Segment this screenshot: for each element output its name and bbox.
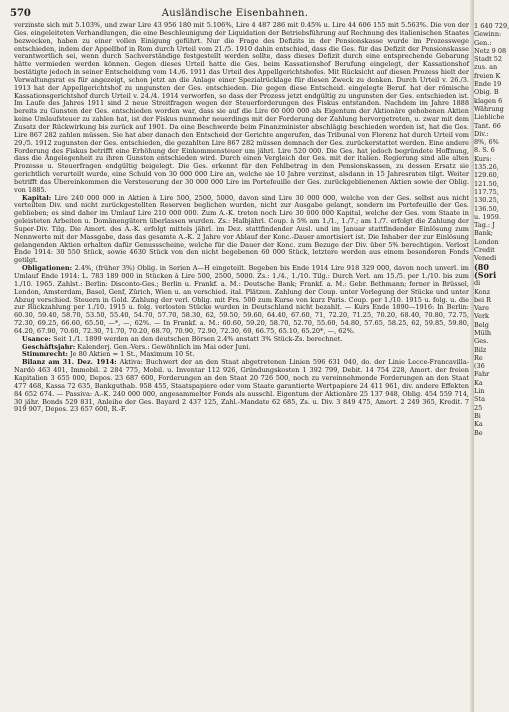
adjacent-page-fragment: Vare	[474, 304, 489, 313]
adjacent-page-fragment: klagen 6	[474, 96, 503, 105]
adjacent-page-fragment: 117.75,	[474, 187, 499, 196]
page-header	[10, 6, 470, 20]
adjacent-page-fragment: Stadt 52	[474, 55, 503, 64]
adjacent-page-fragment: 121.50,	[474, 179, 499, 188]
paragraph-text: verzinste sich mit 5.103%, und zwar Lire 43 956 180 mit 5.106%, Lire 4 487 286 mit 0.45% u. Lire 44 606 155 mit 5.563%. Die von der Ges. eingeleiteten Verhandlungen, die eine Beschleunigung der Liquidation der Betriebsführung auf Rechnung des italienischen Staates bezwecken, haben zu einer vollen Einigung geführt. Nur die Frage des Defizits in der Pensionskasse wurde im Prozesswege entschieden, indem der Appellhof in Rom durch Urteil vom 21./5. 1910 dahin entschied, dass die Ges. für das Defizit der Pensionskasse verantwortlich sei, wenn durch Sachverständige festgestellt werden sollte, dass dieses Defizit durch eine entsprechende Gebarung hätte vermieden werden können. Gegen dieses Urteil hatte die Ges. beim Kassationshof Berufung eingelegt, der Kassationshof bestätigte jedoch in seiner Entscheidung vom 14./6. 1911 das Urteil des Appellgerichtshofes. Mit Rücksicht auf diesen Prozess hielt der Verwaltungsrat es für angezeigt, schon jetzt an die Anlage einer Spezialrücklage für diesen Zweck zu denken. Durch Urteil v. 26./3. 1913 hat der Appellgerichtshof zu ungunsten der Ges. entschieden. Die gegen diese Entscheid. eingelegte Beruf. hat der römische Kassationsgerichtshof durch Urteil v. 24./4. 1914 verworfen, so dass der Prozess jetzt endgültig zu ungunsten der Ges. entschieden ist. Im Laufe des Jahres 1911 sind 2 neue Streitfragen wegen der Steuerforderungen des Fiskus entstanden. Nachdem im Jahre 1888 bereits zu Gunsten der Ges. entschieden worden war, dass sie auf die Lire 60 000 000 als Eigentum der Aktionäre gehobenen Aktien keine Umlaufsteuer zu zahlen hat, ist der Fiskus nunmehr neuerdings mit der Forderung der Zahlung hervorgetreten, u. zwar mit dem Zusatz der Rückwirkung bis zurück auf 1901. Da eine Beschwerde beim Finanzminister abschlägig beschieden worden ist, hat die Ges. Lire 867 282 zahlen müssen. Sie hat aber danach den Entscheid der Gerichte angerufen, das Tribunal von Florenz hat durch Urteil vom 29./5. 1912 zugunsten der Ges. entschieden, die gezahlten Lire 867 282 müssen demnach der Ges. zurückerstattet werden. Eine andere Forderung des Fiskus betrifft eine Erhöhung der Einkommensteuer um jährl. Lire 520 000. Die Ges. hat jedoch begründete Hoffnung, dass die Angelegenheit zu ihren Gunsten entschieden wird. Durch einen Vergleich der Ges. mit der italien. Regierung sind alle alten Prozesse u. Steuerfragen endgültig beigelegt. Die Ges. erkennt für den Fehlbetrag in den Pensionskassen, zu dessen Ersatz sie gerichtlich verurteilt wurde, eine Schuld von 30 000 000 Lire an, welche sie 10 Jahre verzinst, alsdann in 15 Jahresraten tilgt. Weiter betrifft das Übereinkommen die Versteuerung der 30 000 000 Lire im Portefeuille der Ges. zurückgeblienenen Aktien sowie der Oblig. von 1885.	[14, 21, 469, 194]
section-heading-obligationen: Obligationen:	[22, 264, 73, 273]
adjacent-page-fragment: Gen.:	[474, 38, 492, 47]
paragraph-text: Kalenderj. Gen.-Vers.: Gewöhnlich im Mai oder Juni.	[77, 342, 251, 351]
adjacent-page-fragment: Liebliche	[474, 113, 505, 122]
adjacent-page-fragment: Kurs:	[474, 154, 492, 163]
adjacent-page-fragment: Credit	[474, 246, 495, 255]
adjacent-page-fragment: Netz 9 08	[474, 46, 507, 55]
paragraph-obligationen	[14, 265, 469, 336]
adjacent-page-fragment: (Sori	[474, 269, 497, 280]
adjacent-page-fragment: 8%, 6%	[474, 138, 499, 147]
adjacent-page-fragment: Bilz	[474, 345, 487, 354]
adjacent-page-fragment: Obig. B	[474, 88, 499, 97]
paragraph-text: Seit 1./1. 1899 werden an den deutschen Börsen 2.4% anstatt 3% Stück-Zs. berechnet.	[53, 334, 343, 343]
adjacent-page-fragment: bei R	[474, 295, 492, 304]
adjacent-page-fragment: Konz	[474, 287, 491, 296]
adjacent-page-fragment: Tant. 66	[474, 121, 501, 130]
section-heading-stimmrecht: Stimmrecht:	[22, 350, 68, 359]
adjacent-page-edge	[474, 22, 509, 712]
adjacent-page-fragment: zus. an	[474, 63, 498, 72]
adjacent-page-fragment: London	[474, 237, 499, 246]
adjacent-page-fragment: Venedi	[474, 254, 497, 263]
adjacent-page-fragment: Ende 19	[474, 80, 502, 89]
adjacent-page-fragment: Div.:	[474, 129, 489, 138]
adjacent-page-fragment: 129.60,	[474, 171, 499, 180]
adjacent-page-fragment: Sta	[474, 395, 485, 404]
paragraph-kapital	[14, 195, 469, 266]
section-heading-kapital: Kapital:	[22, 193, 52, 202]
adjacent-page-fragment: 1 640 729,	[474, 22, 509, 30]
adjacent-page-fragment: Lin	[474, 387, 485, 396]
adjacent-page-fragment: Bank;	[474, 229, 493, 238]
adjacent-page-fragment: Ges.	[474, 337, 489, 346]
paragraph-text: Lire 240 000 000 in Aktien à Lire 500, 2500, 5000, davon sind Lire 30 000 000, welche von der Ges. selbst aus nicht verteilten Div. und nicht zurückgestellten Reserven beglichen wurden, nicht zur Ausgabe gelangt, sondern im Portefeuille der Ges. geblieben; es sind daher im Umlauf Lire 210 000 000. Zum A.-K. treten noch Lire 30 000 000 Kapital, welche der Ges. vom Staate in geleisteten Arbeiten u. Domänengütern überlassen wurden. Zs.: Halbjährl. Coup. à 5% am 1./1., 1./7.; am 1./7. erfolgt die Zahlung der Super-Div. Tilg. Die Amort. des A.-K. erfolgt mittels jährl. im Dez. stattfindender Ausl. und im Januar stattfindender Einlösung zum Nennwerte mit der Massgabe, dass das gesamte A.-K. 2 Jahre vor Ablauf der Konc.-Dauer amortisiert ist. Die Inhaber der zur Einlösung gelangenden Aktien erhalten dafür Genussscheine, welche für die Dauer der Konc. zum Bezuge der Div. über 5% berechtigen. Verlost Ende 1914: 30 550 Stück, sowie 4630 Stück von den nicht begebenen 60 000 Stück, letztere werden aus einem besonderen Fonds getilgt.	[14, 193, 469, 265]
adjacent-page-fragment: Be	[474, 428, 483, 437]
adjacent-page-fragment: Bi	[474, 411, 481, 420]
paragraph-text: Je 80 Aktien = 1 St., Maximum 10 St.	[70, 350, 195, 359]
adjacent-page-fragment: Tag.: J	[474, 221, 495, 230]
adjacent-page-fragment: Belg	[474, 320, 489, 329]
paragraph-text: Aktiva: Buchwert der an den Staat abgetretenen Linien 596 631 040, do. der Linie Lecce-Francavilla-Nardò 463 401, Immobil. 2 284 775, Mobil. u. Inventar 112 926, Gründungskosten 1 392 799, Debit. 14 754 228, Amort. der freien Kapitalien 3 655 000, Depos. 23 687 600, Forderungen an den Staat 20 726 500, noch zu vereinnehmende Forderungen an den Staat 477 468, Kassa 72 635, Bankguthab. 958 455, Staatspapiere oder vom Staate garantierte Wertpapiere 24 411 961, div. andere Effekten 84 652 674. — Passiva: A.-K. 240 000 000, angesammelter Fonds als ausschl. Eigentum der Aktionäre 25 137 948, Oblig. 454 559 714, 30 jähr. Bonds 529 831, Anleihe der Ges. Bayard 2 437 125, Zahl.-Mandate 62 685, Zs. u. Div. 3 849 475, Amort. 2 249 365, Kredit. 7 919 907, Depos. 23 657 600, R.-F.	[14, 358, 469, 414]
paragraph-text: 2.4%, (früher 3%) Oblig. in Serien A—H eingeteilt. Begeben bis Ende 1914 Lire 918 329 000, davon noch unverl. im Umlauf Ende 1914: L. 783 189 000 in Stücken à Lire 500, 2500, 5000. Zs.: 1./4., 1./10. Tilg.: Durch Verl. am 15./5. per 1./10. bis zum 1./10. 1965. Zahlst.: Berlin: Disconto-Ges.; Berlin u. Frankf. a. M.: Deutsche Bank; Frankf. a. M.: Gebr. Bethmann; ferner in Brüssel, London, Amsterdam, Basel, Genf, Zürich, Wien u. an verschied. ital. Plätzen. Zahlung der Coup. unter Vorlegung der Stücke und unter Abzug verschied. Steuern in Gold. Zahlung der verl. Oblig. mit Frs. 500 zum Kurse von kurz Paris. Coup. per 1./10. 1915 u. folg. u. die zur Rückzahlung per 1./10. 1915 u. folg. verlosten Stücke wurden in Deutschland nicht bezahlt. — Kurs Ende 1890—1916: In Berlin: 60.30, 59.40, 58.70, 53.50, 55.40, 54.70, 57.70, 58.30, 62, 59.50, 59.60, 64.40, 67.60, 71, 72.20, 71.25, 70.20, 68.40, 70.80, 72.75, 72.30, 69.25, 66.60, 65.50, —*, —, 62%. — In Frankf. a. M.: 60.60, 59.20, 58.70, 52.70, 55.60, 54.80, 57.65, 58.25, 62, 59.85, 59.80, 64.20, 67.90, 70.60, 72.30, 71.70, 70.20, 68.70, 70.90, 72.90, 72.30, 69, 66.75, 65.10, 65.20*, —, 62%.	[14, 264, 469, 335]
adjacent-page-fragment: Re	[474, 353, 483, 362]
adjacent-page-fragment: Währung	[474, 104, 504, 113]
adjacent-page-fragment: (80	[474, 261, 489, 272]
page-number: 570	[10, 7, 31, 19]
adjacent-page-fragment: 136.50,	[474, 204, 499, 213]
adjacent-page-fragment: Verk	[474, 312, 489, 321]
main-text-column	[14, 22, 469, 708]
adjacent-page-fragment: 130.25,	[474, 196, 499, 205]
adjacent-page-fragment: 8. S. 6	[474, 146, 495, 155]
section-heading-geschaeftsjahr: Geschäftsjahr:	[22, 342, 76, 351]
section-heading-bilanz: Bilanz am 31. Dez. 1914:	[22, 358, 117, 367]
paragraph-bilanz	[14, 359, 469, 414]
adjacent-page-fragment: Ka	[474, 420, 483, 429]
paragraph-company-history	[14, 22, 469, 195]
adjacent-page-fragment: Mülh	[474, 328, 492, 337]
adjacent-page-fragment: (36	[474, 362, 485, 371]
adjacent-page-fragment: 135.26,	[474, 163, 499, 172]
adjacent-page-fragment: Ka	[474, 378, 483, 387]
adjacent-page-fragment: u. 1959.	[474, 212, 501, 221]
adjacent-page-fragment: Gewinn:	[474, 30, 502, 39]
running-title: Ausländische Eisenbahnen.	[161, 7, 309, 19]
adjacent-page-fragment: freien K	[474, 71, 501, 80]
adjacent-page-fragment: di	[474, 279, 481, 288]
section-heading-usance: Usance:	[22, 334, 51, 343]
adjacent-page-fragment: Fahr	[474, 370, 490, 379]
adjacent-page-fragment: 25	[474, 403, 483, 412]
